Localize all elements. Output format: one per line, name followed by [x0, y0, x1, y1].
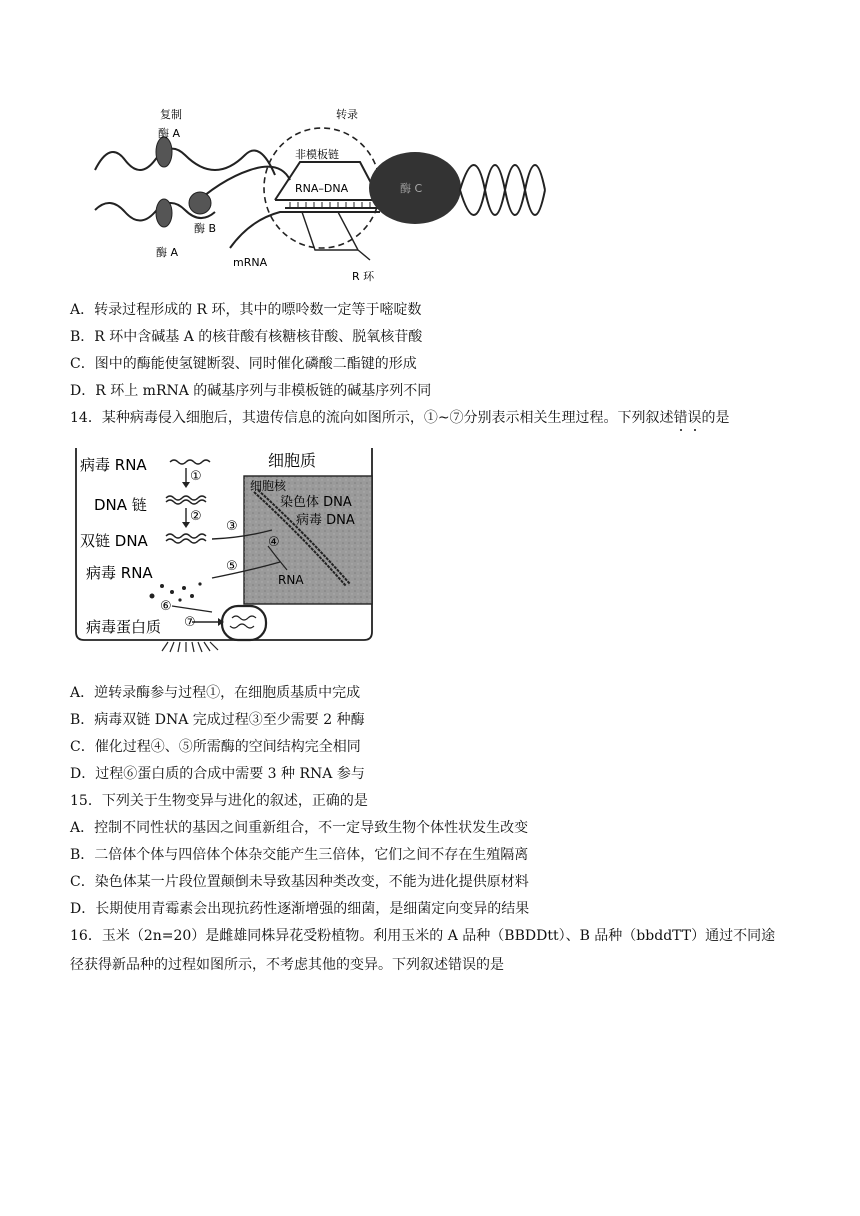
- label-nontemplate: 非模板链: [295, 148, 339, 161]
- figure-virus-flow: [72, 446, 376, 670]
- label-nucleus: 细胞核: [250, 479, 287, 493]
- enzyme-a-top: [156, 137, 172, 167]
- label-virus-rna-top: 病毒 RNA: [80, 456, 147, 474]
- label-n5: ⑤: [226, 559, 238, 574]
- q13-option-d: D．R 环上 mRNA 的碱基序列与非模板链的碱基序列不同: [70, 383, 432, 399]
- q14-emphasis-1: 错: [673, 410, 688, 426]
- q14-option-a: A．逆转录酶参与过程①，在细胞质基质中完成: [70, 685, 361, 701]
- mrna-strand: [230, 212, 380, 248]
- q15-option-b: B．二倍体个体与四倍体个体杂交能产生三倍体，它们之间不存在生殖隔离: [70, 847, 529, 863]
- q13-option-a: A．转录过程形成的 R 环，其中的嘌呤数一定等于嘧啶数: [70, 302, 422, 318]
- label-enzyme-b: 酶 B: [194, 222, 217, 235]
- q13-option-b: B．R 环中含碱基 A 的核苷酸有核糖核苷酸、脱氧核苷酸: [70, 329, 423, 345]
- label-enzyme-a-top: 酶 A: [158, 127, 181, 140]
- dna-helix-right: [460, 165, 545, 215]
- label-chromosome-dna: 染色体 DNA: [280, 495, 352, 510]
- label-dna-strand: DNA 链: [94, 496, 147, 514]
- label-enzyme-a-bottom: 酶 A: [156, 246, 179, 259]
- label-rna: RNA: [278, 573, 304, 587]
- q14-option-b: B．病毒双链 DNA 完成过程③至少需要 2 种酶: [70, 712, 365, 728]
- q16-stem-line1: 16．玉米（2n=20）是雌雄同株异花受粉植物。利用玉米的 A 品种（BBDDtt）、B 品种（bbddTT）通过不同途: [70, 928, 776, 944]
- label-virus-protein: 病毒蛋白质: [86, 618, 162, 636]
- q15-option-a: A．控制不同性状的基因之间重新组合，不一定导致生物个体性状发生改变: [70, 820, 529, 836]
- label-virus-dna: 病毒 DNA: [296, 513, 355, 528]
- label-n2: ②: [190, 509, 202, 524]
- q14-emphasis-2: 误: [687, 410, 702, 426]
- q14-option-d: D．过程⑥蛋白质的合成中需要 3 种 RNA 参与: [70, 766, 365, 782]
- q14-stem-text: 14．某种病毒侵入细胞后，其遗传信息的流向如图所示，①~⑦分别表示相关生理过程。下列叙述: [70, 410, 674, 426]
- q15-stem: 15．下列关于生物变异与进化的叙述，正确的是: [70, 793, 368, 809]
- label-n7: ⑦: [184, 615, 196, 630]
- q14-option-c: C．催化过程④、⑤所需酶的空间结构完全相同: [70, 739, 361, 755]
- q15-option-c: C．染色体某一片段位置颠倒未导致基因种类改变，不能为进化提供原材料: [70, 874, 529, 890]
- label-n3: ③: [226, 519, 238, 534]
- q16-stem-line2: 径获得新品种的过程如图所示，不考虑其他的变异。下列叙述错误的是: [70, 957, 504, 973]
- label-enzyme-c: 酶 C: [400, 182, 423, 195]
- label-cytoplasm: 细胞质: [268, 451, 317, 470]
- label-transcription: 转录: [336, 108, 358, 121]
- label-n4: ④: [268, 535, 280, 550]
- label-n1: ①: [190, 469, 202, 484]
- figure-r-loop: [90, 100, 560, 290]
- label-n6: ⑥: [160, 599, 172, 614]
- label-r-loop: R 环: [352, 270, 375, 283]
- label-virus-rna-mid: 病毒 RNA: [86, 564, 153, 582]
- q13-option-c: C．图中的酶能使氢键断裂、同时催化磷酸二酯键的形成: [70, 356, 417, 372]
- label-rna-dna: RNA–DNA: [295, 182, 349, 195]
- q14-stem-end: 的是: [701, 410, 730, 426]
- enzyme-b: [189, 192, 211, 214]
- label-mrna: mRNA: [233, 256, 268, 269]
- label-replication: 复制: [160, 108, 182, 121]
- q14-stem: [70, 408, 730, 428]
- enzyme-a-bottom: [156, 199, 172, 227]
- virus-vesicle: [222, 606, 266, 640]
- q15-option-d: D．长期使用青霉素会出现抗药性逐渐增强的细菌，是细菌定向变异的结果: [70, 901, 530, 917]
- label-ds-dna: 双链 DNA: [80, 532, 148, 550]
